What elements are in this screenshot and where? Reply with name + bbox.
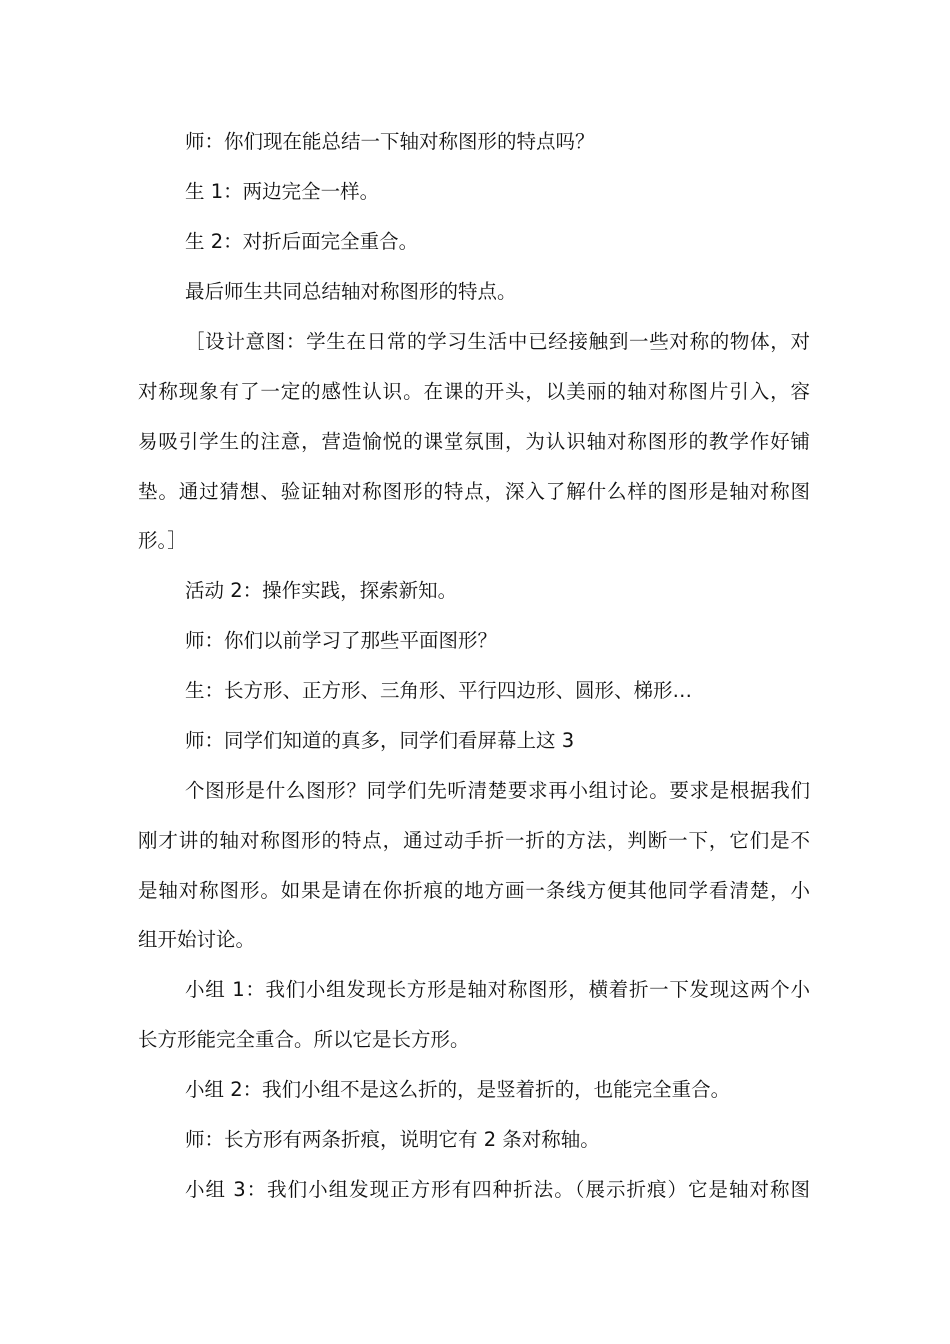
design-intent-line-2: 对称现象有了一定的感性认识。在课的开头，以美丽的轴对称图片引入，容 (138, 380, 810, 403)
instruction-line-1: 个图形是什么图形？同学们先听清楚要求再小组讨论。要求是根据我们 (185, 779, 810, 802)
instruction-line-3: 是轴对称图形。如果是请在你折痕的地方画一条线方便其他同学看清楚，小 (138, 879, 810, 902)
design-intent-line-1: ［设计意图：学生在日常的学习生活中已经接触到一些对称的物体，对 (185, 330, 810, 353)
group-1-line-2: 长方形能完全重合。所以它是长方形。 (138, 1028, 470, 1051)
instruction-line-2: 刚才讲的轴对称图形的特点，通过动手折一折的方法，判断一下，它们是不 (138, 829, 810, 852)
dialogue-teacher-screen: 师：同学们知道的真多，同学们看屏幕上这 3 (185, 729, 575, 752)
summary-line: 最后师生共同总结轴对称图形的特点。 (185, 280, 517, 303)
activity-2-heading: 活动 2：操作实践，探索新知。 (185, 579, 458, 602)
group-3-line-1: 小组 3：我们小组发现正方形有四种折法。（展示折痕）它是轴对称图 (185, 1178, 810, 1201)
design-intent-line-4: 垫。通过猜想、验证轴对称图形的特点，深入了解什么样的图形是轴对称图 (138, 480, 810, 503)
instruction-line-4: 组开始讨论。 (138, 928, 256, 951)
group-1-line-1: 小组 1：我们小组发现长方形是轴对称图形，横着折一下发现这两个小 (185, 978, 810, 1001)
dialogue-teacher-axes: 师：长方形有两条折痕，说明它有 2 条对称轴。 (185, 1128, 600, 1151)
dialogue-teacher-shapes: 师：你们以前学习了那些平面图形？ (185, 629, 498, 652)
dialogue-student-shapes: 生：长方形、正方形、三角形、平行四边形、圆形、梯形… (185, 679, 693, 702)
design-intent-line-3: 易吸引学生的注意，营造愉悦的课堂氛围，为认识轴对称图形的教学作好铺 (138, 430, 810, 453)
design-intent-line-5: 形。］ (138, 529, 187, 552)
dialogue-teacher-question: 师：你们现在能总结一下轴对称图形的特点吗？ (185, 130, 595, 153)
dialogue-student-2: 生 2：对折后面完全重合。 (185, 230, 419, 253)
group-2-line: 小组 2：我们小组不是这么折的，是竖着折的，也能完全重合。 (185, 1078, 731, 1101)
dialogue-student-1: 生 1：两边完全一样。 (185, 180, 380, 203)
